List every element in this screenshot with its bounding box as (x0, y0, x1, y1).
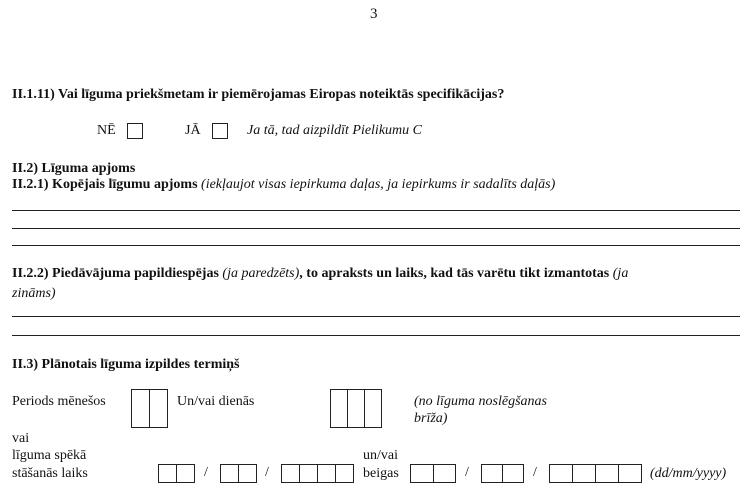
ne-label: NĒ (97, 123, 116, 138)
end-year-digit-4[interactable] (619, 465, 641, 482)
days-digit-1[interactable] (331, 390, 348, 427)
page-number: 3 (370, 6, 378, 22)
end-month-digit-2[interactable] (503, 465, 523, 482)
start-day-field[interactable] (158, 464, 195, 483)
end-year-digit-2[interactable] (573, 465, 596, 482)
start-year-digit-2[interactable] (300, 465, 318, 482)
start-month-digit-2[interactable] (239, 465, 256, 482)
days-digit-3[interactable] (365, 390, 381, 427)
days-label: Un/vai dienās (177, 394, 255, 409)
end-day-digit-1[interactable] (411, 465, 434, 482)
start-month-field[interactable] (220, 464, 257, 483)
end-day-field[interactable] (410, 464, 456, 483)
start-year-digit-1[interactable] (282, 465, 300, 482)
end-month-digit-1[interactable] (482, 465, 503, 482)
months-input-grid[interactable] (131, 389, 168, 428)
start-day-digit-1[interactable] (159, 465, 177, 482)
ne-checkbox[interactable] (127, 123, 143, 139)
start-year-digit-3[interactable] (318, 465, 336, 482)
ja-label: JĀ (185, 123, 201, 138)
end-date-label: beigas (363, 466, 399, 481)
section-ii-1-11-title: II.1.11) Vai līguma priekšmetam ir piemērojamas Eiropas noteiktās specifikācijas? (12, 87, 505, 102)
section-ii-2-1-note: (iekļaujot visas iepirkuma daļas, ja iepirkums ir sadalīts daļās) (201, 177, 556, 192)
total-scope-line-2[interactable] (12, 228, 740, 229)
start-date-label-2: stāšanās laiks (12, 466, 88, 481)
section-ii-2-title: II.2) Līguma apjoms (12, 161, 136, 176)
start-date-label-1: līguma spēkā (12, 448, 87, 463)
start-month-digit-1[interactable] (221, 465, 239, 482)
contract-conclusion-note-1: (no līguma noslēgšanas (414, 394, 547, 409)
days-input-grid[interactable] (330, 389, 382, 428)
total-scope-line-3[interactable] (12, 245, 740, 246)
section-ii-2-2-title: II.2.2) Piedāvājuma papildiespējas (12, 266, 219, 281)
section-ii-2-2-title-2: , to apraksts un laiks, kad tās varētu tikt izmantotas (299, 266, 610, 281)
section-ii-2-2-note-3: zināms) (12, 286, 56, 301)
ja-checkbox[interactable] (212, 123, 228, 139)
contract-conclusion-note-2: brīža) (414, 411, 448, 426)
options-line-1[interactable] (12, 316, 740, 317)
section-ii-2-2-note-1: (ja paredzēts) (222, 266, 300, 281)
months-digit-1[interactable] (132, 390, 150, 427)
date-separator: / (465, 465, 469, 480)
options-line-2[interactable] (12, 335, 740, 336)
end-year-digit-1[interactable] (550, 465, 573, 482)
date-format-hint: (dd/mm/yyyy) (650, 466, 727, 481)
and-or-label: un/vai (363, 448, 398, 463)
end-year-field[interactable] (549, 464, 642, 483)
periods-months-label: Periods mēnešos (12, 394, 106, 409)
section-ii-2-2-heading (12, 266, 628, 282)
date-separator: / (204, 465, 208, 480)
end-day-digit-2[interactable] (434, 465, 456, 482)
or-label: vai (12, 431, 30, 446)
annex-c-note: Ja tā, tad aizpildīt Pielikumu C (247, 123, 422, 138)
date-separator: / (533, 465, 537, 480)
total-scope-line-1[interactable] (12, 210, 740, 211)
section-ii-3-title: II.3) Plānotais līguma izpildes termiņš (12, 357, 240, 372)
start-year-digit-4[interactable] (336, 465, 353, 482)
date-separator: / (265, 465, 269, 480)
start-day-digit-2[interactable] (177, 465, 194, 482)
section-ii-2-1-heading (12, 177, 555, 193)
start-year-field[interactable] (281, 464, 354, 483)
end-year-digit-3[interactable] (596, 465, 619, 482)
section-ii-2-2-note-2: (ja (612, 266, 629, 281)
section-ii-2-1-title: II.2.1) Kopējais līgumu apjoms (12, 177, 198, 192)
end-month-field[interactable] (481, 464, 524, 483)
days-digit-2[interactable] (348, 390, 365, 427)
months-digit-2[interactable] (150, 390, 167, 427)
